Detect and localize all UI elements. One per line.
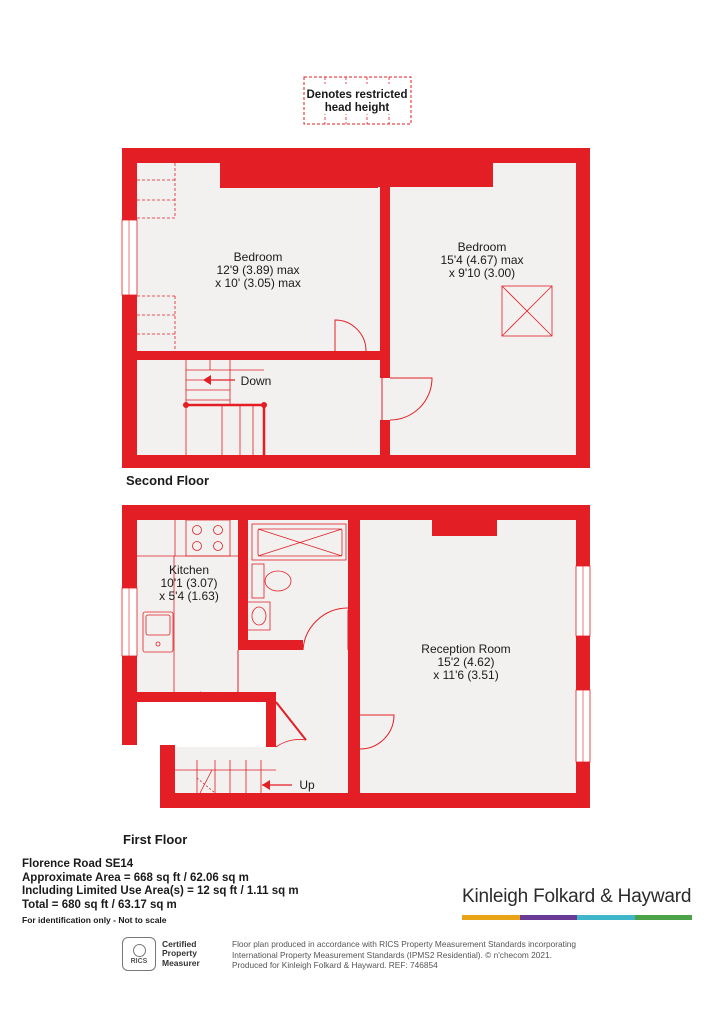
second-floor-title: Second Floor [126,473,210,488]
rics-line-1: Certified [162,938,197,949]
rics-logo [122,937,222,971]
kitchen-dim2: x 5'4 (1.63) [159,589,219,603]
restricted-height-legend [304,77,411,124]
brand-bar-segment [462,915,520,920]
rics-badge [122,937,156,971]
kitchen-dim1: 10'1 (3.07) [160,576,218,590]
bedroom-1-dim1: 12'9 (3.89) max [216,263,300,277]
rics-certification [162,940,200,969]
disclaimer-line-2: International Property Measurement Standards (IPMS2 Residential). © n'checom 2021. [232,949,552,960]
bedroom-1-name: Bedroom [233,250,283,264]
brand-bar-segment [635,915,693,920]
brand-bar-segment [577,915,635,920]
bedroom-2-dim1: 15'4 (4.67) max [440,253,524,267]
disclaimer-line-3: Produced for Kinleigh Folkard & Hayward. REF: 746854 [232,960,438,970]
reception-name: Reception Room [421,642,511,656]
brand-name: Kinleigh Folkard & Hayward [462,886,692,907]
rics-line-3: Measurer [162,957,200,968]
rics-badge-text: RICS [130,957,148,965]
second-floor-plan [122,148,590,468]
reception-dim1: 15'2 (4.62) [437,655,495,669]
rics-line-2: Property [162,948,197,959]
first-floor-title: First Floor [123,832,188,847]
property-info [22,858,352,928]
kitchen-name: Kitchen [168,563,210,577]
identification-note: For identification only - Not to scale [22,915,167,925]
legend-line-1: Denotes restricted [306,89,408,101]
property-address: Florence Road SE14 [22,858,134,870]
reception-dim2: x 11'6 (3.51) [433,668,499,682]
disclaimer [232,939,602,971]
legend-line-2: head height [324,102,390,114]
brand-bar-segment [520,915,578,920]
first-floor-plan [122,505,590,808]
disclaimer-line-1: Floor plan produced in accordance with RICS Property Measurement Standards incorporating [232,939,577,949]
globe-icon [133,944,146,957]
total-area: Total = 680 sq ft / 63.17 sq m [22,898,177,911]
approximate-area: Approximate Area = 668 sq ft / 62.06 sq m [22,871,249,884]
brand-logo [462,886,692,920]
bedroom-1-dim2: x 10' (3.05) max [215,276,301,290]
stair-up-label: Up [299,778,315,792]
bedroom-2-name: Bedroom [457,240,507,254]
stair-down-label: Down [240,374,272,388]
bedroom-2-dim2: x 9'10 (3.00) [448,266,516,280]
limited-use-area: Including Limited Use Area(s) = 12 sq ft / 1.11 sq m [22,885,299,897]
brand-color-bar [462,915,692,920]
